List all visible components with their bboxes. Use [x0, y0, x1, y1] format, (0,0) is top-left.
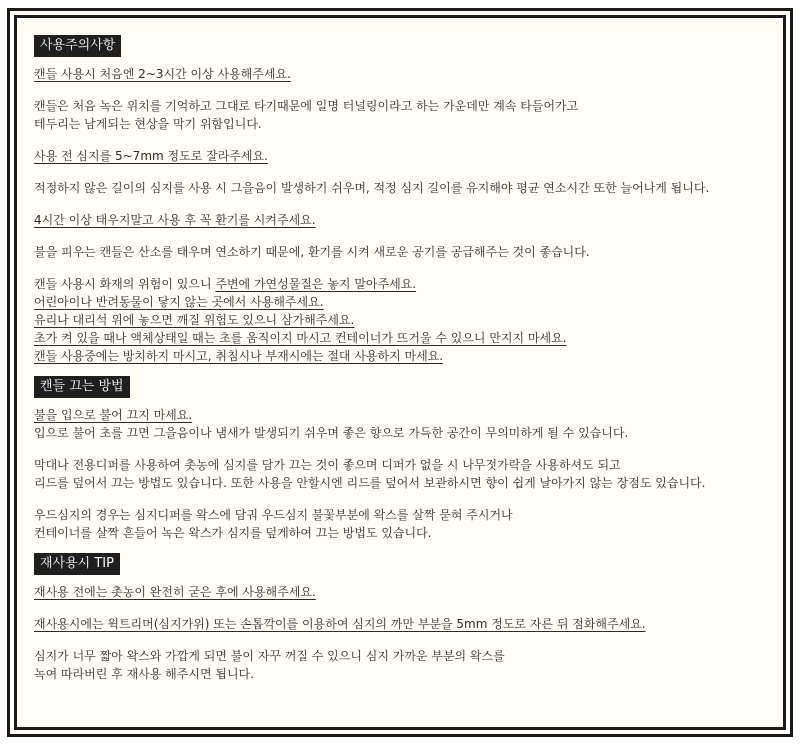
- notice-line: 재사용 전에는 촛농이 완전히 굳은 후에 사용해주세요.: [34, 585, 316, 599]
- notice-block: [34, 65, 774, 83]
- notice-line: 유리나 대리석 위에 놓으면 깨질 위험도 있으니 삼가해주세요.: [34, 313, 355, 327]
- section-title-extinguish: 캔들 끄는 방법: [34, 376, 130, 398]
- notice-line: 사용 전 심지를 5~7mm 정도로 잘라주세요.: [34, 149, 268, 163]
- notice-line: 4시간 이상 태우지말고 사용 후 꼭 환기를 시켜주세요.: [34, 213, 316, 227]
- notice-block: [34, 506, 774, 542]
- notice-line: 우드심지의 경우는 심지디퍼를 왁스에 담궈 우드심지 불꽃부분에 왁스를 살짝 묻혀 주시거나: [34, 508, 513, 522]
- notice-line: 어린아이나 반려동물이 닿지 않는 곳에서 사용해주세요.: [34, 295, 324, 309]
- notice-block: [34, 583, 774, 601]
- notice-line: 재사용시에는 윅트리머(심지가위) 또는 손톱깍이를 이용하여 심지의 까만 부분을 5mm 정도로 자른 뒤 점화해주세요.: [34, 617, 646, 631]
- notice-block: [34, 275, 774, 365]
- notice-block: [34, 243, 774, 261]
- notice-line: 막대나 전용디퍼를 사용하여 촛농에 심지를 담가 끄는 것이 좋으며 디퍼가 없을 시 나무젓가락을 사용하셔도 되고: [34, 458, 621, 472]
- notice-block: [34, 456, 774, 492]
- notice-line: 녹여 따라버린 후 재사용 해주시면 됩니다.: [34, 667, 254, 681]
- notice-line: 적정하지 않은 길이의 심지를 사용 시 그을음이 발생하기 쉬우며, 적정 심지 길이를 유지해야 평균 연소시간 또한 늘어나게 됩니다.: [34, 181, 710, 195]
- notice-block: [34, 179, 774, 197]
- notice-line: 테두리는 남게되는 현상을 막기 위함입니다.: [34, 117, 262, 131]
- notice-line: 캔들은 처음 녹은 위치를 기억하고 그대로 타기때문에 일명 터널링이라고 하는 가운데만 계속 타들어가고: [34, 99, 579, 113]
- notice-line: 초가 켜 있을 때나 액체상태일 때는 초를 움직이지 마시고 컨테이너가 뜨거울 수 있으니 만지지 마세요.: [34, 331, 567, 345]
- notice-line: 불을 입으로 불어 끄지 마세요.: [34, 408, 193, 422]
- notice-line: 불을 피우는 캔들은 산소를 태우며 연소하기 때문에, 환기를 시켜 새로운 공기를 공급해주는 것이 좋습니다.: [34, 245, 590, 259]
- notice-line: 컨테이너를 살짝 흔들어 녹은 왁스가 심지를 덮게하여 끄는 방법도 있습니다.: [34, 526, 432, 540]
- notice-block: [34, 211, 774, 229]
- notice-line: 캔들 사용중에는 방치하지 마시고, 취침시나 부재시에는 절대 사용하지 마세요.: [34, 349, 444, 363]
- notice-line: 주변에 가연성물질은 놓지 말아주세요.: [215, 277, 417, 291]
- section-title-caution: 사용주의사항: [34, 35, 121, 57]
- notice-block: [34, 97, 774, 133]
- notice-line: 캔들 사용시 처음엔 2~3시간 이상 사용해주세요.: [34, 67, 291, 81]
- notice-block: [34, 147, 774, 165]
- notice-line: 리드를 덮어서 끄는 방법도 있습니다. 또한 사용을 안할시엔 리드를 덮어서 보관하시면 향이 쉽게 날아가지 않는 장점도 있습니다.: [34, 476, 706, 490]
- notice-line: 입으로 불어 초를 끄면 그을음이나 냄새가 발생되기 쉬우며 좋은 향으로 가득한 공간이 무의미하게 될 수 있습니다.: [34, 426, 629, 440]
- notice-block: [34, 406, 774, 442]
- notice-line-prefix: 캔들 사용시 화재의 위험이 있으니: [34, 277, 216, 291]
- notice-block: [34, 615, 774, 633]
- notice-block: [34, 647, 774, 683]
- notice-content: [34, 34, 774, 683]
- notice-line: 심지가 너무 짧아 왁스와 가깝게 되면 불이 자꾸 꺼질 수 있으니 심지 가까운 부분의 왁스를: [34, 649, 505, 663]
- section-title-reuse-tip: 재사용시 TIP: [34, 553, 120, 575]
